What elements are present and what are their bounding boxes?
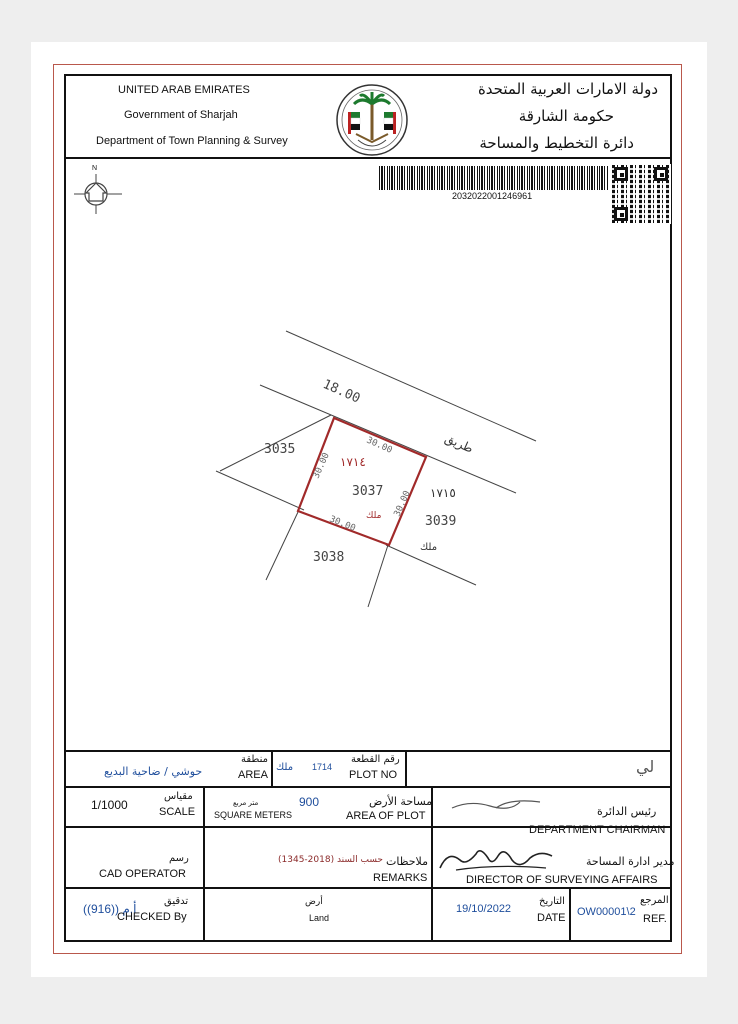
neighbor-left-label: 3035 — [264, 442, 296, 457]
plot-no-value: 1714 — [312, 762, 333, 772]
director-label-en: DIRECTOR OF SURVEYING AFFAIRS — [466, 874, 658, 886]
chairman-signature-icon — [450, 796, 542, 814]
scale-label-en: SCALE — [159, 806, 196, 818]
remarks-label-ar: ملاحظات — [386, 855, 428, 868]
checked-by-label-en: CHECKED By — [117, 911, 187, 923]
scale-label-ar: مقياس — [164, 791, 193, 802]
checked-by-label-ar: تدقيق — [164, 896, 189, 907]
road-name-label: طريق — [442, 430, 476, 456]
table-top-line — [65, 750, 671, 752]
header-ar-country: دولة الامارات العربية المتحدة — [477, 80, 658, 98]
unit-label-en: SQUARE METERS — [214, 810, 293, 820]
neighbor-right-label: 3039 — [425, 514, 457, 529]
table-col-d — [271, 751, 273, 786]
remarks-value: حسب السند (2018-1345) — [278, 855, 383, 865]
north-arrow-icon — [74, 166, 122, 214]
neighbor-right-owner-label: ملك — [420, 542, 438, 553]
area-of-plot-value: 900 — [299, 795, 320, 809]
plot-outline — [298, 418, 426, 545]
cad-operator-label-ar: رسم — [169, 853, 189, 864]
date-value: 19/10/2022 — [456, 903, 512, 915]
header-divider — [65, 157, 671, 159]
cad-operator-label-en: CAD OPERATOR — [99, 868, 186, 880]
plot-side-top-label: 30.00 — [364, 435, 394, 456]
boundary-left-bottom — [266, 512, 298, 580]
table-col-c — [569, 888, 571, 940]
boundary-left-mid — [216, 471, 304, 510]
remarks-label-en: REMARKS — [373, 872, 428, 884]
table-col-b — [431, 787, 433, 940]
north-label: N — [92, 165, 98, 172]
neighbor-bottom-label: 3038 — [313, 550, 345, 565]
ref-value: OW00001\2 — [577, 906, 636, 918]
table-col-a — [203, 787, 205, 940]
plot-number-label: ١٧١٤ — [340, 455, 366, 469]
header-ar-department: دائرة التخطيط والمساحة — [479, 134, 634, 152]
sharjah-emblem-icon — [334, 82, 410, 158]
barcode — [379, 166, 609, 190]
boundary-bottom-vertical — [368, 545, 388, 607]
neighbor-right-plot-label: ١٧١٥ — [430, 486, 456, 500]
plot-owner-label: ملك — [366, 511, 382, 521]
header-en-country: UNITED ARAB EMIRATES — [118, 84, 250, 96]
table-row1-line — [65, 786, 671, 788]
area-label-en: AREA — [238, 769, 268, 781]
road-width-label: 18.00 — [320, 376, 363, 407]
date-label-ar: التاريخ — [539, 896, 565, 907]
area-of-plot-label-ar: مساحة الأرض — [369, 795, 433, 808]
table-col-b-top — [405, 751, 407, 787]
scale-value: 1/1000 — [91, 798, 128, 812]
checked-by-value: أ.م ((916)) — [83, 902, 137, 916]
land-use-label-en: Land — [309, 913, 330, 923]
barcode-number: 2032022001246961 — [452, 191, 533, 201]
plot-no-label-ar: رقم القطعة — [351, 754, 400, 765]
plot-side-bottom-label: 30.00 — [327, 514, 357, 534]
qr-code-icon — [611, 164, 671, 224]
plot-no-label-en: PLOT NO — [349, 769, 398, 781]
plot-code-label: 3037 — [352, 484, 384, 499]
director-signature-icon — [436, 842, 556, 876]
plot-side-right-label: 30.00 — [392, 489, 413, 519]
director-label-ar: مدير ادارة المساحة — [586, 855, 675, 868]
table-row3-line — [65, 887, 671, 889]
road-edge-bottom — [260, 385, 516, 493]
area-of-plot-label-en: AREA OF PLOT — [346, 810, 426, 822]
area-value: حوشي / ضاحية البديع — [104, 765, 203, 778]
area-label-ar: منطقة — [241, 754, 268, 765]
owner-type-value: ملك — [276, 762, 294, 773]
header-ar-government: حكومة الشارقة — [518, 107, 614, 125]
plot-side-left-label: 30.00 — [311, 451, 332, 481]
land-use-label-ar: أرض — [305, 897, 323, 907]
header-en-government: Government of Sharjah — [124, 109, 238, 121]
chairman-label-en: DEPARTMENT CHAIRMAN — [529, 824, 666, 836]
plot-map — [66, 225, 670, 750]
date-label-en: DATE — [537, 912, 566, 924]
ref-label-en: REF. — [643, 913, 667, 925]
signature-initials: لي — [636, 757, 655, 776]
unit-label-ar: متر مربع — [233, 799, 259, 807]
ref-label-ar: المرجع — [640, 895, 669, 906]
header-en-department: Department of Town Planning & Survey — [96, 135, 288, 147]
chairman-label-ar: رئيس الدائرة — [597, 805, 657, 818]
